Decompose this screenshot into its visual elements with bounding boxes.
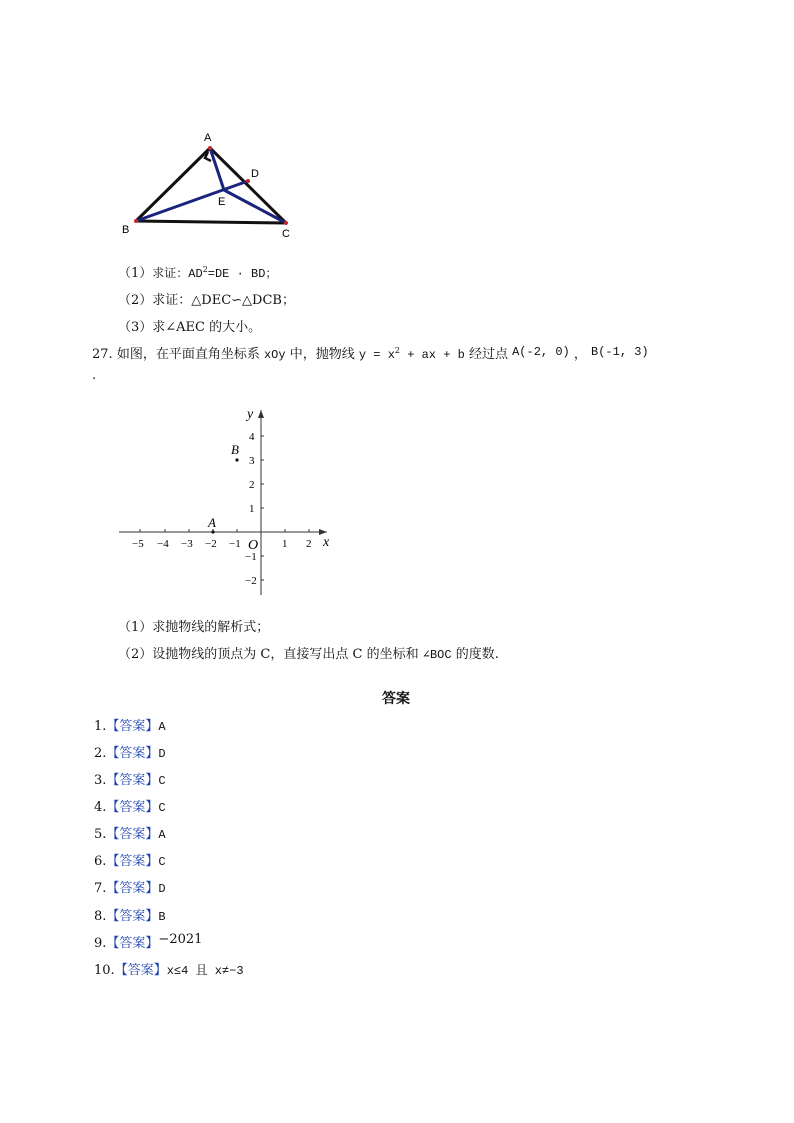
answer-item: 8.【答案】B <box>94 909 166 924</box>
x-tick-label: 1 <box>282 538 288 550</box>
label-c: C <box>282 228 290 238</box>
y-tick-label: −1 <box>245 551 257 563</box>
point-a <box>211 530 214 533</box>
answer-item: 6.【答案】C <box>94 854 166 869</box>
point-b <box>235 458 238 461</box>
y-tick-label: 1 <box>249 503 255 515</box>
coordinate-figure <box>115 400 340 600</box>
answer-item: 9.【答案】−2021 <box>94 932 203 951</box>
answer-item: 3.【答案】C <box>94 773 166 788</box>
label-a: A <box>204 132 212 144</box>
x-tick-label: −3 <box>181 538 193 550</box>
q27-period: . <box>92 368 97 383</box>
answer-item: 2.【答案】D <box>94 746 166 761</box>
y-tick-label: 3 <box>249 455 255 467</box>
y-tick-label: 4 <box>249 431 255 443</box>
answer-item: 1.【答案】A <box>94 719 166 734</box>
label-b: B <box>122 224 130 236</box>
q26-part-1: （1）求证：$AD^2=DE$ · BD； <box>118 265 278 281</box>
triangle-figure <box>118 128 308 238</box>
point-a-label: A <box>208 515 216 530</box>
triangle-side-bc <box>136 221 286 223</box>
label-d: D <box>251 168 259 180</box>
point-b-label: B <box>231 442 239 457</box>
answer-item: 5.【答案】A <box>94 827 166 842</box>
triangle-side-ab <box>136 148 210 221</box>
answers-title: 答案 <box>382 691 410 707</box>
q26-part-3: （3）求∠AEC 的大小。 <box>118 320 262 335</box>
y-tick-label: 2 <box>249 479 255 491</box>
q26-part-2: （2）求证：△DEC∽△DCB； <box>118 293 295 308</box>
answer-item: 7.【答案】D <box>94 881 166 896</box>
segment-bd <box>136 181 248 221</box>
answer-item: 4.【答案】C <box>94 800 166 815</box>
x-axis-label: x <box>323 535 330 550</box>
x-tick-label: −2 <box>205 538 217 550</box>
x-tick-label: −1 <box>229 538 241 550</box>
x-tick-label: −4 <box>157 538 169 550</box>
q27-part-2: （2）设抛物线的顶点为 C，直接写出点 C 的坐标和 ∠BOC 的度数. <box>118 647 499 662</box>
origin-label: O <box>248 538 259 553</box>
segment-ec <box>224 190 286 223</box>
q27-stem: 27. 如图，在平面直角坐标系 xOy 中，抛物线 $y = x^2$ + ax + b 经过点 A(-2, 0) ， B(-1, 3) <box>92 345 649 362</box>
q27-part-1: （1）求抛物线的解析式； <box>118 620 270 635</box>
y-axis-label: y <box>247 407 254 422</box>
label-e: E <box>218 196 226 208</box>
y-tick-label: −2 <box>245 575 257 587</box>
answer-item: 10.【答案】x≤4 且 x≠−3 <box>94 963 244 978</box>
x-tick-label: −5 <box>132 538 144 550</box>
x-tick-label: 2 <box>306 538 312 550</box>
